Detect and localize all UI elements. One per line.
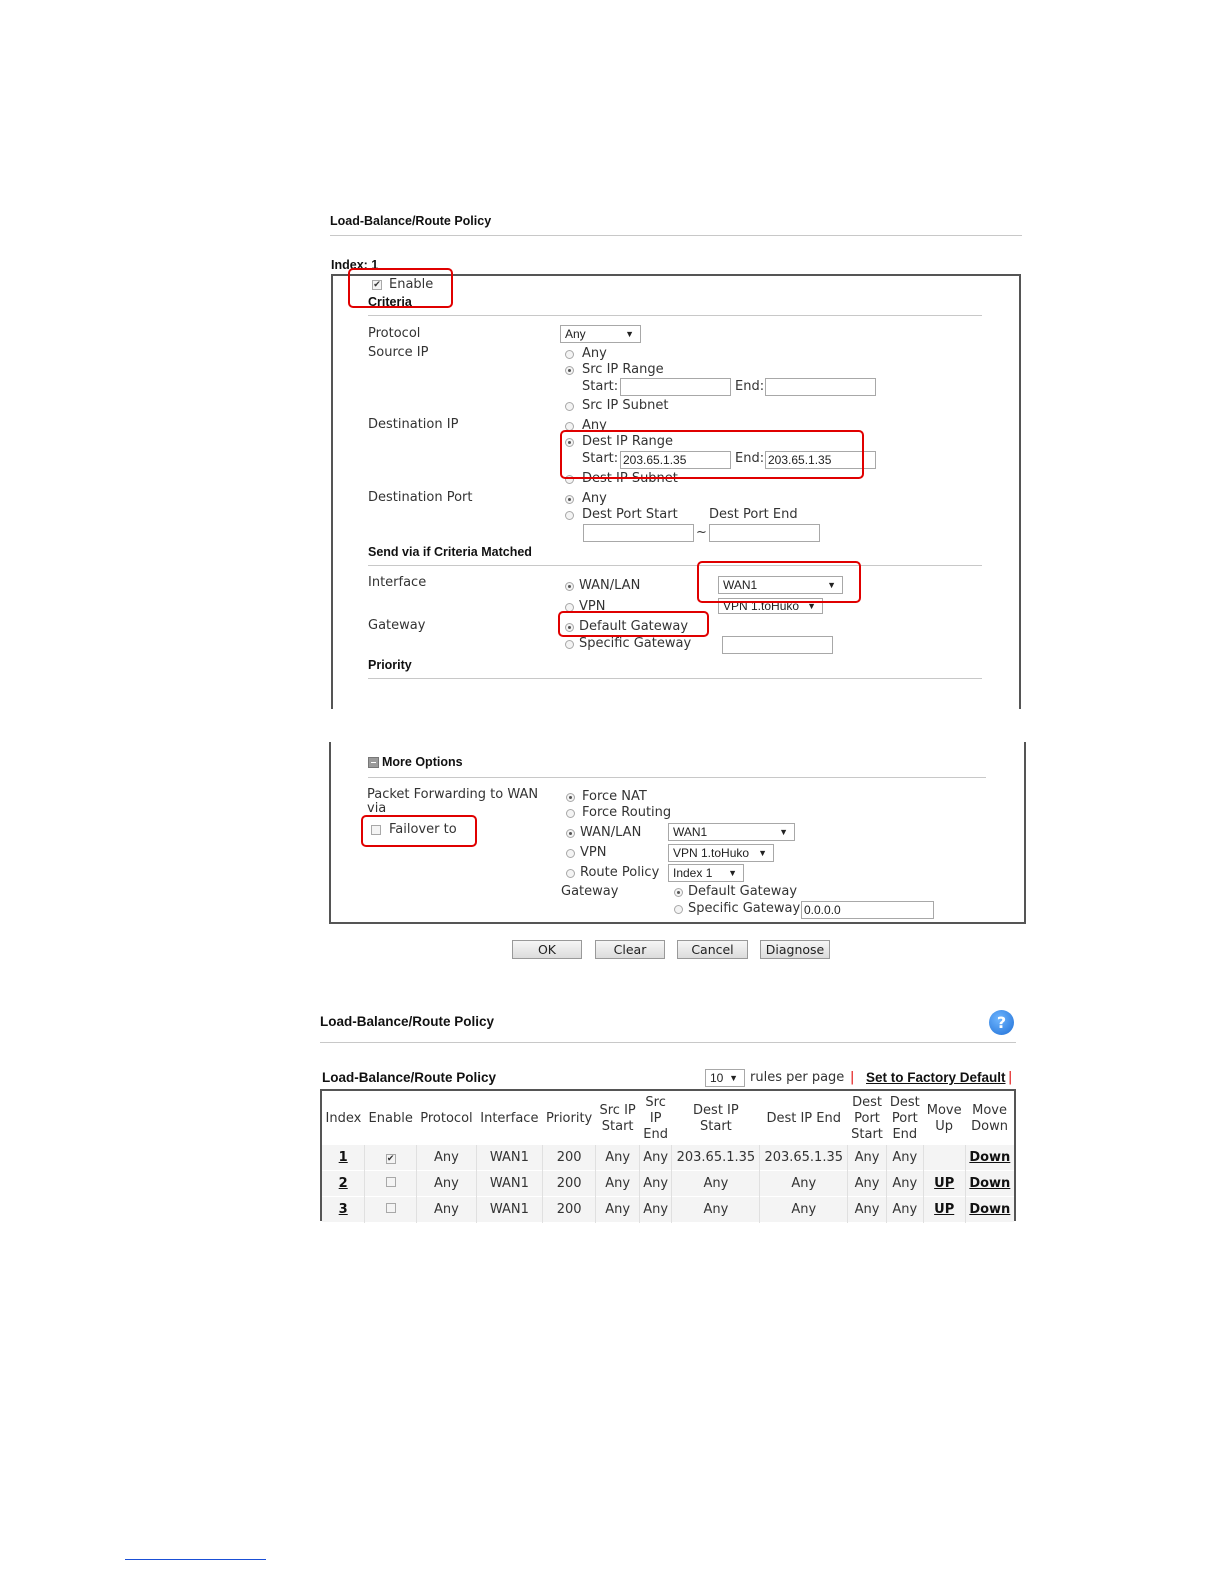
cell-dest-end: Any (760, 1197, 848, 1223)
clear-button[interactable]: Clear (595, 940, 665, 959)
column-header-text: Interface (480, 1111, 539, 1126)
column-header (760, 1093, 848, 1145)
more-options-title[interactable]: More Options (382, 755, 463, 769)
cell-enabled (365, 1145, 417, 1171)
list-page-title: Load-Balance/Route Policy (320, 1014, 495, 1029)
column-header-text: Enable (368, 1111, 413, 1126)
more-options-divider (368, 777, 986, 778)
port-end-input[interactable] (709, 524, 820, 542)
cell-src-end: Any (639, 1197, 672, 1223)
fo-gw-specific-label: Specific Gateway (688, 901, 801, 916)
column-header-text: Start (601, 1119, 634, 1134)
column-header (542, 1093, 596, 1145)
column-header-text: Index (325, 1111, 362, 1126)
fo-gw-default-label: Default Gateway (688, 884, 798, 899)
fo-vpn-label: VPN (580, 845, 607, 860)
cell-dest-start: Any (672, 1171, 760, 1197)
port-start-input[interactable] (583, 524, 694, 542)
fo-route-policy-label: Route Policy (580, 865, 660, 880)
list-subtitle: Load-Balance/Route Policy (322, 1070, 497, 1085)
highlight-enable (348, 268, 453, 308)
cancel-button[interactable]: Cancel (677, 940, 748, 959)
iface-wanlan-label: WAN/LAN (579, 578, 641, 593)
priority-divider (368, 678, 982, 679)
dest-start-label: Start: (582, 451, 619, 466)
separator: | (850, 1070, 855, 1085)
send-via-divider (368, 565, 982, 566)
src-any-label: Any (582, 346, 607, 361)
column-header-text: Move (972, 1103, 1008, 1118)
chevron-down-icon: ▼ (728, 868, 737, 878)
cell-src-start: Any (596, 1171, 639, 1197)
column-header-text: Src IP (599, 1103, 636, 1118)
cell-src-end: Any (639, 1145, 672, 1171)
iface-vpn-label: VPN (579, 599, 606, 614)
fo-wanlan-label: WAN/LAN (580, 825, 642, 840)
cell-port-start: Any (848, 1197, 887, 1223)
index-link[interactable]: 1 (338, 1150, 348, 1165)
source-ip-label: Source IP (368, 345, 429, 360)
cell-port-end: Any (886, 1171, 923, 1197)
cell-port-start: Any (848, 1145, 887, 1171)
column-header-text: Dest IP End (766, 1111, 841, 1126)
column-header-text: Priority (545, 1111, 593, 1126)
src-start-input[interactable] (620, 378, 731, 396)
table-header-row (322, 1093, 1014, 1145)
fo-route-select[interactable]: Index 1 ▼ (668, 864, 744, 882)
highlight-dest-range (560, 430, 864, 479)
cell-dest-start: Any (672, 1197, 760, 1223)
iface-vpn-select[interactable]: VPN 1.toHuko ▼ (718, 598, 823, 614)
src-start-label: Start: (582, 379, 619, 394)
gw-specific-label: Specific Gateway (579, 636, 692, 651)
protocol-select[interactable]: Any ▼ (560, 325, 641, 343)
cell-priority: 200 (542, 1197, 596, 1223)
cell-index (322, 1145, 365, 1171)
dest-end-label: End: (735, 451, 765, 466)
factory-default-link[interactable]: Set to Factory Default (866, 1070, 1006, 1085)
list-title-divider (320, 1042, 1016, 1043)
enable-checkbox[interactable]: ✔ (373, 280, 381, 290)
dest-subnet-label: Dest IP Subnet (582, 471, 678, 486)
cell-priority: 200 (542, 1145, 596, 1171)
cell-protocol: Any (416, 1197, 476, 1223)
fo-gw-specific-radio[interactable] (674, 905, 683, 914)
table-row (322, 1145, 1014, 1171)
src-any-radio[interactable] (565, 350, 574, 359)
force-nat-label: Force NAT (582, 789, 647, 804)
src-end-input[interactable] (765, 378, 876, 396)
index-label: Index: 1 (331, 258, 379, 272)
footnote-rule (125, 1559, 266, 1560)
port-start-label: Dest Port Start (582, 507, 678, 522)
cell-port-start: Any (848, 1171, 887, 1197)
interface-label: Interface (368, 575, 427, 590)
move-down-link[interactable]: Down (969, 1176, 1011, 1191)
ok-button[interactable]: OK (512, 940, 582, 959)
cell-up (923, 1171, 965, 1197)
column-header-text: IP (649, 1111, 662, 1126)
column-header (365, 1093, 417, 1145)
chevron-down-icon: ▼ (625, 329, 634, 339)
fo-gw-default-radio[interactable] (674, 888, 683, 897)
cell-index (322, 1197, 365, 1223)
fo-vpn-radio[interactable] (566, 849, 575, 858)
gateway-label: Gateway (368, 618, 426, 633)
src-range-label: Src IP Range (582, 362, 664, 377)
move-down-link[interactable]: Down (969, 1150, 1011, 1165)
column-header-text: Port (891, 1111, 918, 1126)
highlight-failover (361, 815, 477, 847)
enable-checkbox[interactable]: ✔ (386, 1154, 395, 1164)
priority-title: Priority (368, 658, 412, 672)
column-header-text: Move (926, 1103, 962, 1118)
cell-src-start: Any (596, 1145, 639, 1171)
dest-end-input[interactable]: 203.65.1.35 (765, 451, 876, 469)
help-icon[interactable]: ? (989, 1010, 1014, 1035)
cell-interface: WAN1 (476, 1171, 542, 1197)
cell-priority: 200 (542, 1171, 596, 1197)
collapse-icon[interactable] (368, 757, 379, 768)
cell-dest-start: 203.65.1.35 (672, 1145, 760, 1171)
dest-ip-label: Destination IP (368, 417, 459, 432)
per-page-label: rules per page (750, 1070, 845, 1085)
column-header (416, 1093, 476, 1145)
src-subnet-radio[interactable] (565, 402, 574, 411)
port-end-label: Dest Port End (709, 507, 798, 522)
cell-enabled (365, 1197, 417, 1223)
gw-specific-radio[interactable] (565, 640, 574, 649)
cell-port-end: Any (886, 1145, 923, 1171)
packet-forwarding-label: Packet Forwarding to WAN via (367, 788, 539, 816)
move-up-link[interactable]: UP (934, 1176, 955, 1191)
column-header-text: Protocol (420, 1111, 473, 1126)
fo-gateway-label: Gateway (561, 884, 619, 899)
table-row (322, 1197, 1014, 1223)
cell-protocol: Any (416, 1171, 476, 1197)
move-up-link[interactable]: UP (934, 1202, 955, 1217)
move-down-link[interactable]: Down (969, 1202, 1011, 1217)
criteria-divider (368, 315, 982, 316)
column-header (322, 1093, 365, 1145)
table-row (322, 1171, 1014, 1197)
cell-index (322, 1171, 365, 1197)
iface-wanlan-radio[interactable] (565, 582, 574, 591)
cell-protocol: Any (416, 1145, 476, 1171)
cell-interface: WAN1 (476, 1145, 542, 1171)
fo-gw-specific-input[interactable]: 0.0.0.0 (801, 901, 934, 919)
column-header-text: Up (935, 1119, 954, 1134)
index-link[interactable]: 2 (338, 1176, 348, 1191)
force-routing-label: Force Routing (582, 805, 672, 820)
criteria-title: Criteria (368, 295, 412, 309)
column-header (886, 1093, 923, 1145)
cell-down (965, 1197, 1014, 1223)
per-page-select[interactable]: 10 ▼ (705, 1069, 745, 1087)
column-header-text: End (892, 1127, 918, 1142)
chevron-down-icon: ▼ (807, 601, 816, 611)
cell-down (965, 1145, 1014, 1171)
cell-enabled (365, 1171, 417, 1197)
column-header (923, 1093, 965, 1145)
port-any-label: Any (582, 491, 607, 506)
column-header-text: Dest (889, 1095, 920, 1110)
fo-wanlan-radio[interactable] (566, 829, 575, 838)
fo-route-policy-radio[interactable] (566, 869, 575, 878)
gw-default-label: Default Gateway (579, 619, 689, 634)
index-link[interactable]: 3 (338, 1202, 348, 1217)
enable-checkbox[interactable] (386, 1177, 396, 1187)
dest-any-label: Any (582, 418, 607, 433)
port-tilde: ~ (696, 525, 707, 540)
cell-dest-end: Any (760, 1171, 848, 1197)
gw-specific-input[interactable] (722, 636, 833, 654)
fo-vpn-select[interactable]: VPN 1.toHuko ▼ (668, 844, 774, 862)
send-via-title: Send via if Criteria Matched (368, 545, 532, 559)
chevron-down-icon: ▼ (827, 580, 836, 590)
cell-down (965, 1171, 1014, 1197)
edit-page-title: Load-Balance/Route Policy (330, 214, 492, 228)
column-header (848, 1093, 887, 1145)
chevron-down-icon: ▼ (779, 827, 788, 837)
column-header-text: End (643, 1127, 669, 1142)
highlight-interface (697, 561, 861, 603)
column-header-text: Start (700, 1119, 732, 1134)
src-end-label: End: (735, 379, 765, 394)
cell-src-start: Any (596, 1197, 639, 1223)
dest-range-label: Dest IP Range (582, 434, 674, 449)
column-header (965, 1093, 1014, 1145)
column-header (639, 1093, 672, 1145)
src-range-radio[interactable] (565, 366, 574, 375)
column-header-text: Src (645, 1095, 666, 1110)
chevron-down-icon: ▼ (758, 848, 767, 858)
column-header-text: Dest IP (693, 1103, 739, 1118)
title-divider (330, 235, 1022, 236)
dest-port-label: Destination Port (368, 490, 473, 505)
column-header (596, 1093, 639, 1145)
port-any-radio[interactable] (565, 495, 574, 504)
column-header-text: Start (851, 1127, 883, 1142)
dest-start-input[interactable]: 203.65.1.35 (620, 451, 731, 469)
cell-up (923, 1145, 965, 1171)
diagnose-button[interactable]: Diagnose (760, 940, 830, 959)
enable-checkbox[interactable] (386, 1203, 396, 1213)
column-header-text: Down (971, 1119, 1008, 1134)
port-range-radio[interactable] (565, 511, 574, 520)
column-header-text: Port (854, 1111, 880, 1126)
failover-label: Failover to (389, 822, 457, 837)
highlight-default-gateway (558, 611, 709, 637)
force-nat-radio[interactable] (566, 793, 575, 802)
cell-up (923, 1197, 965, 1223)
cell-port-end: Any (886, 1197, 923, 1223)
enable-label: Enable (389, 277, 434, 292)
column-header (476, 1093, 542, 1145)
policy-table (322, 1093, 1014, 1223)
force-routing-radio[interactable] (566, 809, 575, 818)
iface-wan-select[interactable]: WAN1 ▼ (718, 576, 843, 594)
column-header (672, 1093, 760, 1145)
cell-dest-end: 203.65.1.35 (760, 1145, 848, 1171)
column-header-text: Dest (852, 1095, 882, 1110)
chevron-down-icon: ▼ (729, 1073, 738, 1083)
cell-interface: WAN1 (476, 1197, 542, 1223)
cell-src-end: Any (639, 1171, 672, 1197)
src-subnet-label: Src IP Subnet (582, 398, 669, 413)
separator-end: | (1008, 1070, 1013, 1085)
fo-wan-select[interactable]: WAN1 ▼ (668, 823, 795, 841)
protocol-label: Protocol (368, 326, 421, 341)
